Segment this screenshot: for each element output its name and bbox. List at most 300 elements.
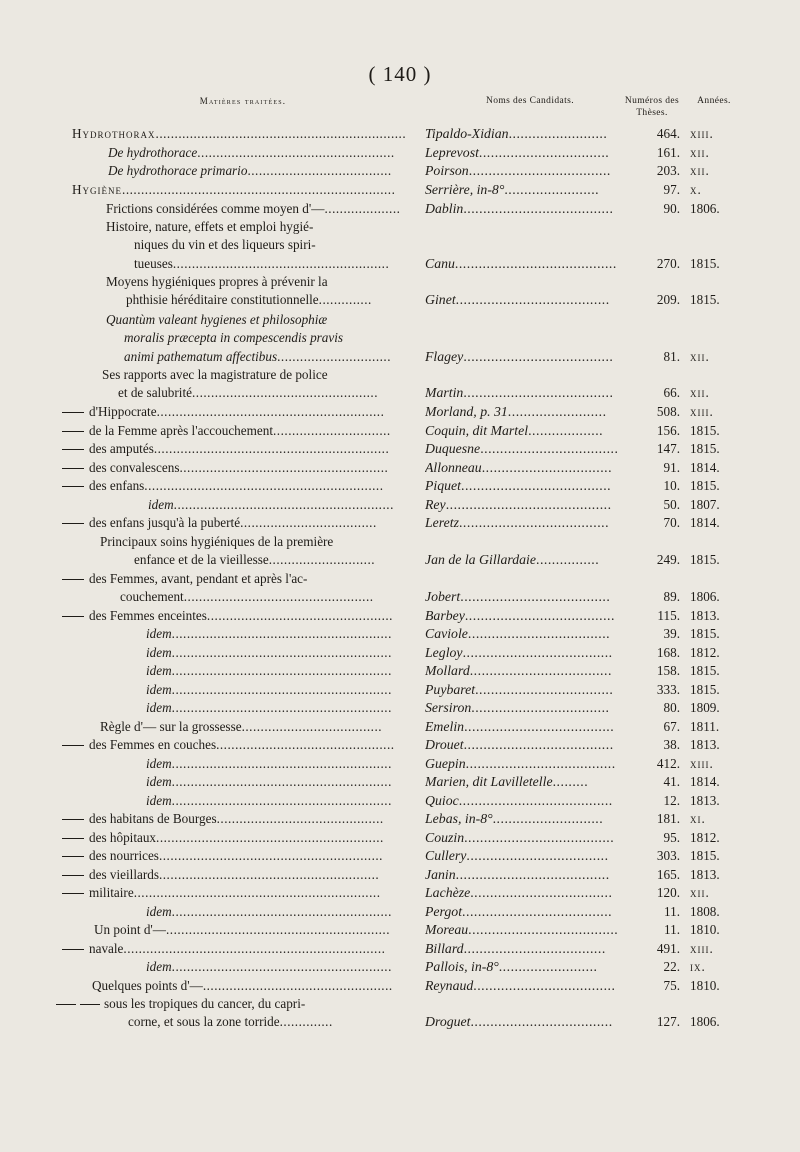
- candidate-name: [425, 810, 630, 828]
- dot-leader: ......................................: [464, 608, 615, 623]
- ditto-dash: [62, 579, 84, 580]
- thesis-number: 156.: [656, 423, 680, 438]
- subject-text: idem: [146, 700, 172, 715]
- dot-leader: ...........................................................: [158, 848, 383, 863]
- thesis-number: 120.: [656, 885, 680, 900]
- thesis-year: x.: [690, 182, 702, 197]
- subject: [108, 162, 418, 180]
- subject-text: animi pathematum affectibus: [124, 348, 278, 364]
- dot-leader: ......................................: [460, 589, 611, 605]
- candidate-text: Dablin: [425, 201, 464, 216]
- dot-leader: ......................................: [463, 385, 614, 401]
- dot-leader: ....................................: [468, 163, 611, 178]
- subject: [148, 496, 418, 514]
- thesis-year: 1815.: [690, 663, 720, 678]
- candidate-text: Leretz: [425, 515, 459, 530]
- thesis-year: 1812.: [690, 645, 720, 660]
- dot-leader: ......................................: [462, 904, 613, 919]
- candidate-name: [425, 1013, 630, 1031]
- subject: [62, 440, 418, 458]
- thesis-number: 39.: [663, 626, 680, 641]
- dot-leader: ........................................................................: [122, 182, 396, 197]
- thesis-number: 22.: [663, 959, 680, 974]
- dot-leader: ..........................................................: [171, 959, 392, 974]
- subject: [100, 718, 418, 736]
- thesis-number: 464.: [656, 126, 680, 141]
- dot-leader: ..............: [279, 1014, 333, 1030]
- dot-leader: ...........................................................: [165, 922, 390, 937]
- ditto-dash: [80, 1004, 100, 1005]
- thesis-number: 11.: [664, 904, 680, 919]
- candidate-name: [425, 940, 630, 958]
- dot-leader: ......................................: [464, 830, 615, 845]
- thesis-number: 115.: [657, 608, 680, 623]
- thesis-year: 1815.: [690, 682, 720, 697]
- candidate-name: [425, 644, 630, 662]
- subject: [62, 940, 418, 958]
- dot-leader: ....................: [324, 201, 401, 216]
- subject-text: des Femmes, avant, pendant et après l'ac-: [89, 571, 308, 586]
- ditto-dash: [62, 856, 84, 857]
- subject-text: Quelques points d'—: [92, 978, 203, 993]
- thesis-number: 38.: [663, 737, 680, 752]
- dot-leader: ...................................: [475, 682, 614, 697]
- candidate-text: Lachèze: [425, 885, 471, 900]
- thesis-number: 75.: [663, 978, 680, 993]
- subject-text: Frictions considérées comme moyen d'—: [106, 201, 325, 216]
- dot-leader: .......................................: [455, 292, 610, 308]
- thesis-year: 1813.: [690, 867, 720, 882]
- candidate-text: Duquesne: [425, 441, 481, 456]
- subject-text: Un point d'—: [94, 922, 166, 937]
- candidate-name: [425, 348, 630, 366]
- dot-leader: ..................................................: [183, 589, 374, 605]
- subject-text: moralis præcepta in compescendis pravis: [124, 330, 344, 346]
- subject-text: niques du vin et des liqueurs spiri-: [134, 237, 316, 253]
- dot-leader: ......................................: [464, 719, 615, 734]
- thesis-number: 209.: [656, 292, 680, 308]
- dot-leader: ..................................................: [202, 978, 393, 993]
- candidate-text: Coquin, dit Martel: [425, 423, 529, 438]
- subject-text: Ses rapports avec la magistrature de police: [102, 367, 328, 382]
- subject: [62, 736, 418, 754]
- thesis-number: 81.: [663, 348, 680, 364]
- dot-leader: ....................................: [467, 626, 611, 641]
- candidate-name: [425, 551, 630, 569]
- subject: [146, 773, 418, 791]
- candidate-text: Janin: [425, 867, 456, 882]
- candidate-text: Pergot: [425, 904, 463, 919]
- thesis-number: 90.: [663, 201, 680, 216]
- dot-leader: ..........................................................: [171, 663, 392, 678]
- ditto-dash: [62, 616, 84, 617]
- subject-text: des Femmes enceintes: [89, 608, 207, 623]
- thesis-year: 1808.: [690, 904, 720, 919]
- subject-text: Moyens hygiéniques propres à prévenir la: [106, 274, 328, 289]
- thesis-year: 1811.: [690, 719, 720, 734]
- thesis-number: 158.: [656, 663, 680, 678]
- thesis-year: xiii.: [690, 404, 714, 419]
- candidate-name: [425, 921, 630, 939]
- dot-leader: ....................................: [466, 848, 609, 863]
- candidate-name: [425, 755, 630, 773]
- dot-leader: .................................................: [191, 385, 379, 401]
- thesis-number: 10.: [663, 478, 680, 493]
- dot-leader: ..........................................................: [171, 904, 392, 919]
- dot-leader: ............................................................: [156, 404, 385, 419]
- subject-text: idem: [146, 682, 172, 697]
- candidate-text: Canu: [425, 255, 455, 271]
- dot-leader: ........................: [504, 182, 600, 197]
- dot-leader: ..........................................................: [171, 682, 392, 697]
- thesis-number: 89.: [663, 589, 680, 605]
- subject: [62, 570, 418, 607]
- candidate-name: [425, 736, 630, 754]
- candidate-text: Ginet: [425, 292, 456, 308]
- dot-leader: ....................................: [473, 978, 616, 993]
- thesis-year: 1815.: [690, 292, 720, 308]
- thesis-year: 1807.: [690, 497, 720, 512]
- thesis-number: 67.: [663, 719, 680, 734]
- candidate-text: Billard: [425, 941, 464, 956]
- thesis-number: 147.: [656, 441, 680, 456]
- thesis-number: 508.: [656, 404, 680, 419]
- thesis-number: 66.: [663, 385, 680, 401]
- candidate-text: Jan de la Gillardaie: [425, 552, 536, 568]
- thesis-number: 491.: [656, 941, 680, 956]
- subject-text: phthisie héréditaire constitutionnelle: [126, 292, 319, 308]
- dot-leader: .....................................................................: [123, 941, 386, 956]
- candidate-name: [425, 866, 630, 884]
- subject: [62, 514, 418, 532]
- header-candidats: Noms des Candidats.: [485, 96, 575, 106]
- subject-text: des convalescens: [89, 460, 180, 475]
- candidate-name: [425, 625, 630, 643]
- candidate-text: Barbey: [425, 608, 465, 623]
- dot-leader: ......................................: [458, 515, 610, 530]
- thesis-number: 50.: [663, 497, 680, 512]
- dot-leader: ..........................................................: [171, 700, 392, 715]
- thesis-year: 1815.: [690, 552, 720, 568]
- candidate-text: Jobert: [425, 589, 461, 605]
- ditto-dash: [62, 745, 84, 746]
- ditto-dash: [62, 412, 84, 413]
- dot-leader: .....................................: [241, 719, 383, 734]
- dot-leader: ............................................: [216, 811, 384, 826]
- thesis-year: xii.: [690, 145, 710, 160]
- subject: [62, 847, 418, 865]
- subject-text: des amputés: [89, 441, 154, 456]
- subject-text: De hydrothorace: [108, 145, 198, 160]
- candidate-name: [425, 681, 630, 699]
- thesis-year: 1815.: [690, 626, 720, 641]
- candidate-text: Reynaud: [425, 978, 474, 993]
- candidate-text: Cullery: [425, 848, 467, 863]
- thesis-year: xiii.: [690, 126, 714, 141]
- subject: [106, 218, 418, 273]
- candidate-name: [425, 403, 630, 421]
- thesis-year: 1814.: [690, 774, 720, 789]
- candidate-name: [425, 477, 630, 495]
- subject: [146, 792, 418, 810]
- candidate-name: [425, 977, 630, 995]
- candidate-text: Marien, dit Lavilletelle: [425, 774, 553, 789]
- thesis-year: 1806.: [690, 589, 720, 605]
- dot-leader: .................................................................: [133, 885, 381, 900]
- candidate-text: Piquet: [425, 478, 462, 493]
- candidate-text: Serrière, in-8°: [425, 182, 505, 197]
- subject-text: idem: [146, 645, 172, 660]
- dot-leader: .........................................................: [172, 255, 390, 271]
- candidate-name: [425, 125, 630, 143]
- dot-leader: ....................................: [469, 663, 612, 678]
- dot-leader: ..........................................................: [173, 497, 394, 512]
- candidate-name: [425, 255, 630, 273]
- candidate-text: Pallois, in-8°: [425, 959, 499, 974]
- candidate-text: Flagey: [425, 348, 464, 364]
- candidate-text: Morland, p. 31: [425, 404, 508, 419]
- subject: [62, 866, 418, 884]
- subject: [100, 533, 418, 570]
- subject-text: des vieillards: [89, 867, 159, 882]
- candidate-text: Martin: [425, 385, 464, 401]
- dot-leader: .........................: [498, 959, 598, 974]
- subject: [72, 125, 418, 143]
- dot-leader: ....................................: [240, 515, 377, 530]
- thesis-year: xii.: [690, 163, 710, 178]
- dot-leader: ....................................: [470, 885, 613, 900]
- ditto-dash: [62, 893, 84, 894]
- candidate-name: [425, 440, 630, 458]
- thesis-number: 127.: [656, 1014, 680, 1030]
- dot-leader: ......................................: [462, 645, 613, 660]
- subject-text: enfance et de la vieillesse: [134, 552, 269, 568]
- thesis-number: 333.: [656, 682, 680, 697]
- candidate-name: [425, 847, 630, 865]
- subject-text: des habitans de Bourges: [89, 811, 217, 826]
- subject: [62, 607, 418, 625]
- subject: [146, 903, 418, 921]
- dot-leader: ..........................................................: [171, 626, 392, 641]
- dot-leader: ...................: [528, 423, 604, 438]
- thesis-year: 1814.: [690, 460, 720, 475]
- candidate-text: Allonneau: [425, 460, 482, 475]
- subject-text: idem: [146, 904, 172, 919]
- dot-leader: ......................................: [468, 922, 619, 937]
- dot-leader: ..............: [318, 292, 372, 308]
- dot-leader: ..........................................................: [171, 774, 392, 789]
- subject-text: idem: [146, 774, 172, 789]
- candidate-text: Drouet: [425, 737, 464, 752]
- page-number: ( 140 ): [368, 62, 432, 86]
- ditto-dash: [62, 486, 84, 487]
- thesis-year: 1810.: [690, 922, 720, 937]
- candidate-text: Rey: [425, 497, 446, 512]
- ditto-dash: [62, 838, 84, 839]
- dot-leader: .................................................: [206, 608, 393, 623]
- subject-text: idem: [146, 959, 172, 974]
- candidate-name: [425, 792, 630, 810]
- subject-text: navale: [89, 941, 124, 956]
- dot-leader: ......................................: [461, 478, 612, 493]
- thesis-year: ix.: [690, 959, 706, 974]
- dot-leader: ...............................: [273, 423, 391, 438]
- candidate-text: Mollard: [425, 663, 470, 678]
- dot-leader: ....................................: [463, 941, 606, 956]
- thesis-year: 1815.: [690, 441, 720, 456]
- subject: [106, 311, 418, 366]
- subject-text: de la Femme après l'accouchement: [89, 423, 273, 438]
- subject: [106, 273, 418, 310]
- thesis-year: 1815.: [690, 848, 720, 863]
- dot-leader: ......................................: [465, 756, 616, 771]
- candidate-text: Guepin: [425, 756, 466, 771]
- candidate-name: [425, 662, 630, 680]
- subject: [108, 144, 418, 162]
- thesis-number: 80.: [663, 700, 680, 715]
- dot-leader: ................: [536, 552, 600, 568]
- thesis-number: 181.: [656, 811, 680, 826]
- thesis-number: 70.: [663, 515, 680, 530]
- subject: [146, 699, 418, 717]
- candidate-name: [425, 829, 630, 847]
- thesis-year: xi.: [690, 811, 706, 826]
- thesis-number: 270.: [656, 255, 680, 271]
- subject-text: Principaux soins hygiéniques de la première: [100, 534, 334, 549]
- thesis-number: 168.: [656, 645, 680, 660]
- candidate-name: [425, 773, 630, 791]
- dot-leader: ..........................................: [445, 497, 612, 512]
- thesis-year: 1813.: [690, 737, 720, 752]
- dot-leader: ..............................: [277, 348, 392, 364]
- subject: [146, 662, 418, 680]
- thesis-number: 41.: [663, 774, 680, 789]
- dot-leader: ...............................................: [216, 737, 395, 752]
- dot-leader: .......................................: [458, 793, 613, 808]
- ditto-dash: [56, 1004, 76, 1005]
- dot-leader: .........................: [508, 126, 608, 141]
- subject: [146, 681, 418, 699]
- candidate-text: Droguet: [425, 1014, 471, 1030]
- candidate-name: [425, 588, 630, 606]
- subject: [62, 810, 418, 828]
- dot-leader: ..........................................................: [158, 867, 380, 882]
- ditto-dash: [62, 468, 84, 469]
- subject-text: Quantùm valeant hygienes et philosophiæ: [106, 312, 328, 327]
- candidate-name: [425, 699, 630, 717]
- candidate-text: Moreau: [425, 922, 469, 937]
- subject: [62, 884, 418, 902]
- subject-text: des nourrices: [89, 848, 159, 863]
- dot-leader: .........: [552, 774, 589, 789]
- subject-text: idem: [146, 626, 172, 641]
- candidate-text: Lebas, in-8°: [425, 811, 493, 826]
- ditto-dash: [62, 875, 84, 876]
- subject: [146, 958, 418, 976]
- candidate-text: Leprevost: [425, 145, 479, 160]
- subject: [92, 977, 418, 995]
- candidate-name: [425, 958, 630, 976]
- header-matieres: Matières traitées.: [199, 96, 287, 106]
- thesis-number: 161.: [656, 145, 680, 160]
- header-annees: Années.: [697, 96, 731, 106]
- dot-leader: ............................: [268, 552, 376, 568]
- dot-leader: .........................: [507, 404, 607, 419]
- subject-text: et de salubrité: [118, 385, 192, 401]
- subject-text: d'Hippocrate: [89, 404, 157, 419]
- subject-text: Hygiène: [72, 182, 123, 197]
- ditto-dash: [62, 431, 84, 432]
- thesis-year: xii.: [690, 348, 710, 364]
- subject: [56, 995, 418, 1032]
- candidate-name: [425, 514, 630, 532]
- thesis-year: 1813.: [690, 608, 720, 623]
- subject: [146, 625, 418, 643]
- dot-leader: .................................: [481, 460, 613, 475]
- thesis-number: 303.: [656, 848, 680, 863]
- dot-leader: .................................: [478, 145, 610, 160]
- dot-leader: ..............................................................: [153, 441, 390, 456]
- dot-leader: ...............................................................: [144, 478, 384, 493]
- subject-text: idem: [148, 497, 174, 512]
- candidate-name: [425, 903, 630, 921]
- subject-text: sous les tropiques du cancer, du capri-: [104, 996, 306, 1011]
- candidate-name: [425, 884, 630, 902]
- candidate-text: Sersiron: [425, 700, 472, 715]
- subject-text: idem: [146, 663, 172, 678]
- dot-leader: ..........................................................: [171, 756, 392, 771]
- dot-leader: ..................................................................: [155, 126, 407, 141]
- thesis-year: 1814.: [690, 515, 720, 530]
- subject-text: des enfans jusqu'à la puberté: [89, 515, 241, 530]
- subject-text: idem: [146, 793, 172, 808]
- subject-text: Histoire, nature, effets et emploi hygié-: [106, 219, 314, 234]
- candidate-name: [425, 144, 630, 162]
- candidate-name: [425, 162, 630, 180]
- subject-text: Règle d'— sur la grossesse: [100, 719, 242, 734]
- thesis-year: 1806.: [690, 201, 720, 216]
- thesis-year: xiii.: [690, 941, 714, 956]
- dot-leader: ..........................................................: [171, 793, 392, 808]
- thesis-number: 91.: [663, 460, 680, 475]
- subject-text: corne, et sous la zone torride: [128, 1014, 280, 1030]
- subject: [146, 644, 418, 662]
- candidate-text: Tipaldo-Xidian: [425, 126, 509, 141]
- candidate-name: [425, 200, 630, 218]
- thesis-year: 1813.: [690, 793, 720, 808]
- candidate-name: [425, 607, 630, 625]
- subject-text: des Femmes en couches: [89, 737, 217, 752]
- candidate-text: Puybaret: [425, 682, 476, 697]
- dot-leader: ............................: [492, 811, 604, 826]
- thesis-year: 1810.: [690, 978, 720, 993]
- dot-leader: ......................................: [247, 163, 392, 178]
- thesis-number: 12.: [663, 793, 680, 808]
- candidate-name: [425, 718, 630, 736]
- dot-leader: .......................................: [455, 867, 610, 882]
- thesis-number: 165.: [656, 867, 680, 882]
- thesis-year: 1815.: [690, 478, 720, 493]
- ditto-dash: [62, 819, 84, 820]
- subject: [62, 459, 418, 477]
- subject-text: des enfans: [89, 478, 145, 493]
- thesis-year: 1815.: [690, 423, 720, 438]
- candidate-name: [425, 459, 630, 477]
- candidate-name: [425, 496, 630, 514]
- thesis-year: xii.: [690, 885, 710, 900]
- ditto-dash: [62, 949, 84, 950]
- thesis-number: 11.: [664, 922, 680, 937]
